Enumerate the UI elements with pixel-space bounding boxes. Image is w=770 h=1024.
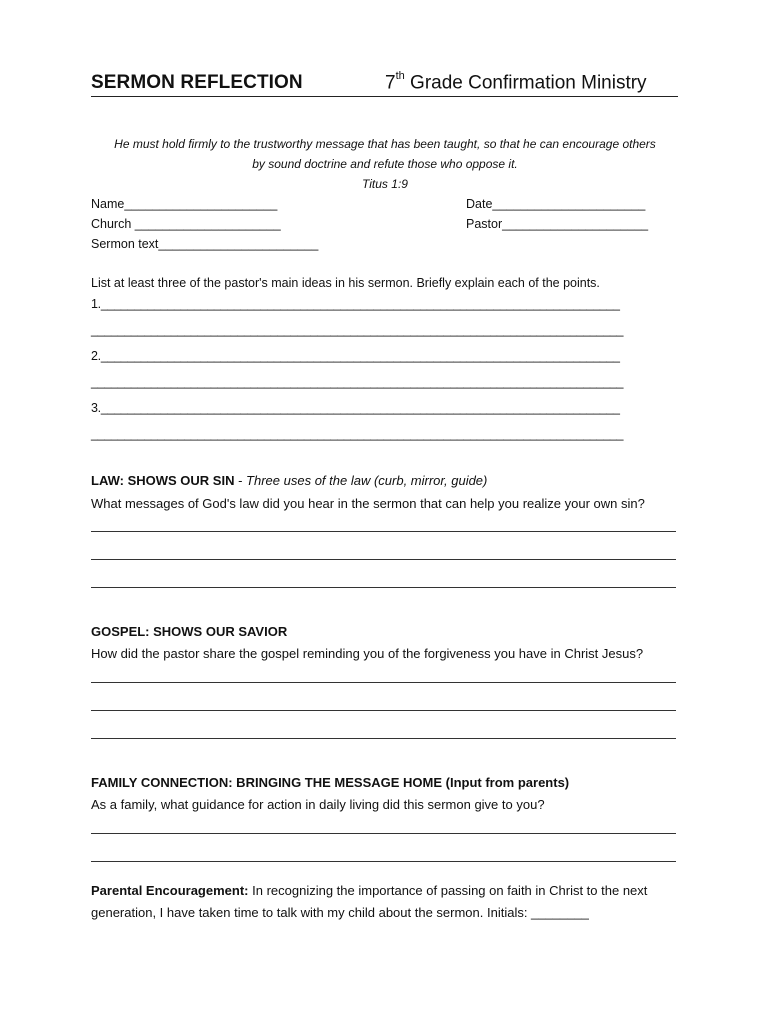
family-question: As a family, what guidance for action in daily living did this sermon give to you? <box>91 797 545 812</box>
law-answer-line-1[interactable] <box>91 531 676 532</box>
encouragement-label: Parental Encouragement: <box>91 883 249 898</box>
header-rule <box>91 96 678 97</box>
ministry-heading <box>385 72 647 94</box>
church-field[interactable]: Church _____________________ <box>91 217 281 231</box>
main-ideas-instruction: List at least three of the pastor's main ideas in his sermon. Briefly explain each of the points. <box>91 276 600 290</box>
encouragement-text-1: In recognizing the importance of passing on faith in Christ to the next <box>248 883 648 898</box>
encouragement-line-2[interactable]: generation, I have taken time to talk with my child about the sermon. Initials: ________ <box>91 905 589 920</box>
family-answer-line-2[interactable] <box>91 861 676 862</box>
quote-line-1: He must hold firmly to the trustworthy message that has been taught, so that he can encourage others <box>114 137 656 151</box>
grade-rest: Grade Confirmation Ministry <box>404 72 647 94</box>
name-field[interactable]: Name______________________ <box>91 197 278 211</box>
law-answer-line-3[interactable] <box>91 587 676 588</box>
grade-superscript: th <box>395 70 405 82</box>
family-answer-line-1[interactable] <box>91 833 676 834</box>
family-section-title: FAMILY CONNECTION: BRINGING THE MESSAGE HOME (Input from parents) <box>91 775 570 790</box>
gospel-section-title: GOSPEL: SHOWS OUR SAVIOR <box>91 624 288 639</box>
main-idea-1-line[interactable]: 1.______________________________________________________________________________ <box>91 297 620 311</box>
main-idea-1-continuation[interactable]: ________________________________________________________________________________ <box>91 323 624 337</box>
worksheet-title: SERMON REFLECTION <box>91 72 303 93</box>
main-idea-3-continuation[interactable]: ________________________________________________________________________________ <box>91 427 624 441</box>
grade-number: 7 <box>385 72 396 94</box>
law-title: LAW: SHOWS OUR SIN <box>91 473 235 488</box>
main-idea-2-line[interactable]: 2.______________________________________________________________________________ <box>91 349 620 363</box>
law-section-title <box>91 473 487 488</box>
main-idea-2-continuation[interactable]: ________________________________________________________________________________ <box>91 375 624 389</box>
gospel-answer-line-3[interactable] <box>91 738 676 739</box>
quote-reference: Titus 1:9 <box>362 177 408 191</box>
pastor-field[interactable]: Pastor_____________________ <box>466 217 649 231</box>
encouragement-line-1 <box>91 883 647 898</box>
sermon-text-field[interactable]: Sermon text_______________________ <box>91 237 319 251</box>
quote-line-2: by sound doctrine and refute those who oppose it. <box>252 157 518 171</box>
law-subtitle: Three uses of the law (curb, mirror, guide) <box>246 473 488 488</box>
gospel-answer-line-1[interactable] <box>91 682 676 683</box>
main-idea-3-line[interactable]: 3.______________________________________________________________________________ <box>91 401 620 415</box>
gospel-answer-line-2[interactable] <box>91 710 676 711</box>
law-question: What messages of God's law did you hear in the sermon that can help you realize your own sin? <box>91 496 645 511</box>
law-answer-line-2[interactable] <box>91 559 676 560</box>
law-separator: - <box>234 473 247 488</box>
date-field[interactable]: Date______________________ <box>466 197 646 211</box>
gospel-question: How did the pastor share the gospel reminding you of the forgiveness you have in Christ Jesus? <box>91 646 644 661</box>
